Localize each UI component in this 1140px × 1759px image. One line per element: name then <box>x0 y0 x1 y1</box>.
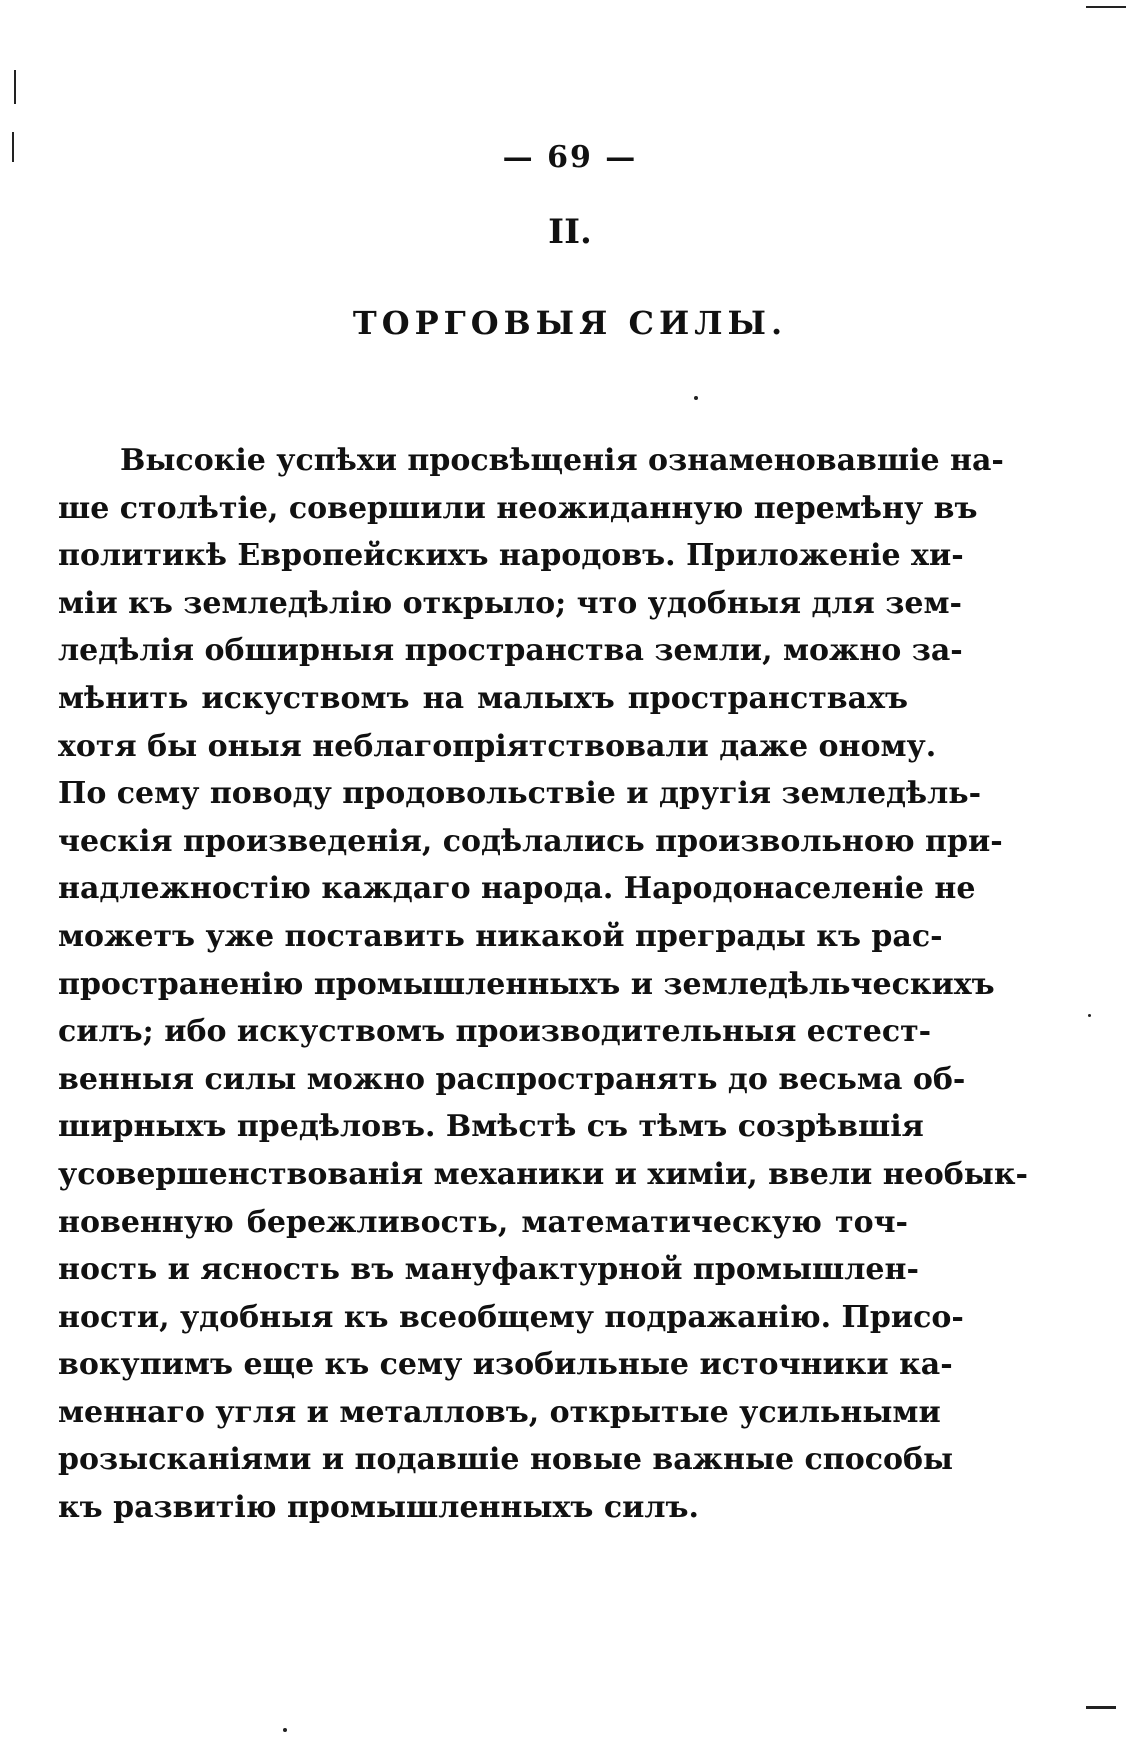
text-line: розысканіями и подавшіе новые важные способы <box>58 1442 954 1478</box>
paragraph <box>58 437 1028 1532</box>
text-line: венныя силы можно распространять до весьма об- <box>58 1061 966 1097</box>
scan-speck <box>1088 1014 1091 1017</box>
text-line: ширныхъ предѣловъ. Вмѣстѣ съ тѣмъ созрѣвшія <box>58 1109 924 1145</box>
text-line: меннаго угля и металловъ, открытые усильными <box>58 1394 941 1430</box>
scan-edge-mark-bottom-right <box>1086 1706 1116 1709</box>
chapter-title: ТОРГОВЫЯ СИЛЫ. <box>352 304 788 342</box>
text-line: силъ; ибо искуствомъ производительныя естест- <box>58 1014 932 1050</box>
text-line: политикѣ Европейскихъ народовъ. Приложеніе хи- <box>58 538 964 574</box>
page-number: — 69 — <box>502 140 638 175</box>
text-line: можетъ уже поставить никакой преграды къ рас- <box>58 918 943 954</box>
text-line: вокупимъ еще къ сему изобильные источники ка- <box>58 1347 953 1383</box>
scan-edge-mark-left <box>14 70 16 104</box>
text-line: ности, удобныя къ всеобщему подражанію. Присо- <box>58 1299 964 1335</box>
text-line: міи къ земледѣлію открыло; что удобныя для зем- <box>58 585 962 621</box>
scan-speck <box>283 1728 287 1732</box>
scan-edge-mark-top-right <box>1086 6 1126 8</box>
scan-speck <box>694 396 698 400</box>
text-line: мѣнить искуствомъ на малыхъ пространствахъ <box>58 680 908 716</box>
text-line: хотя бы оныя неблагопріятствовали даже оному. <box>58 728 937 764</box>
text-line: Высокіе успѣхи просвѣщенія ознаменовавшіе на- <box>120 443 1004 478</box>
text-line: ческія произведенія, содѣлались произвольною при- <box>58 823 1003 859</box>
text-line: усовершенствованія механики и химіи, ввели необык- <box>58 1156 1028 1192</box>
text-line: надлежностію каждаго народа. Народонаселеніе не <box>58 871 976 907</box>
text-line: ше столѣтіе, совершили неожиданную перемѣну въ <box>58 490 978 526</box>
text-line: новенную бережливость, математическую точ- <box>58 1204 908 1240</box>
text-line: къ развитію промышленныхъ силъ. <box>58 1490 699 1526</box>
section-numeral: II. <box>548 212 592 252</box>
text-line: ность и ясность въ мануфактурной промышлен- <box>58 1252 919 1288</box>
text-line: пространенію промышленныхъ и земледѣльческихъ <box>58 966 995 1002</box>
text-line: По сему поводу продовольствіе и другія земледѣль- <box>58 776 982 812</box>
text-line: ледѣлія обширныя пространства земли, можно за- <box>58 633 963 669</box>
